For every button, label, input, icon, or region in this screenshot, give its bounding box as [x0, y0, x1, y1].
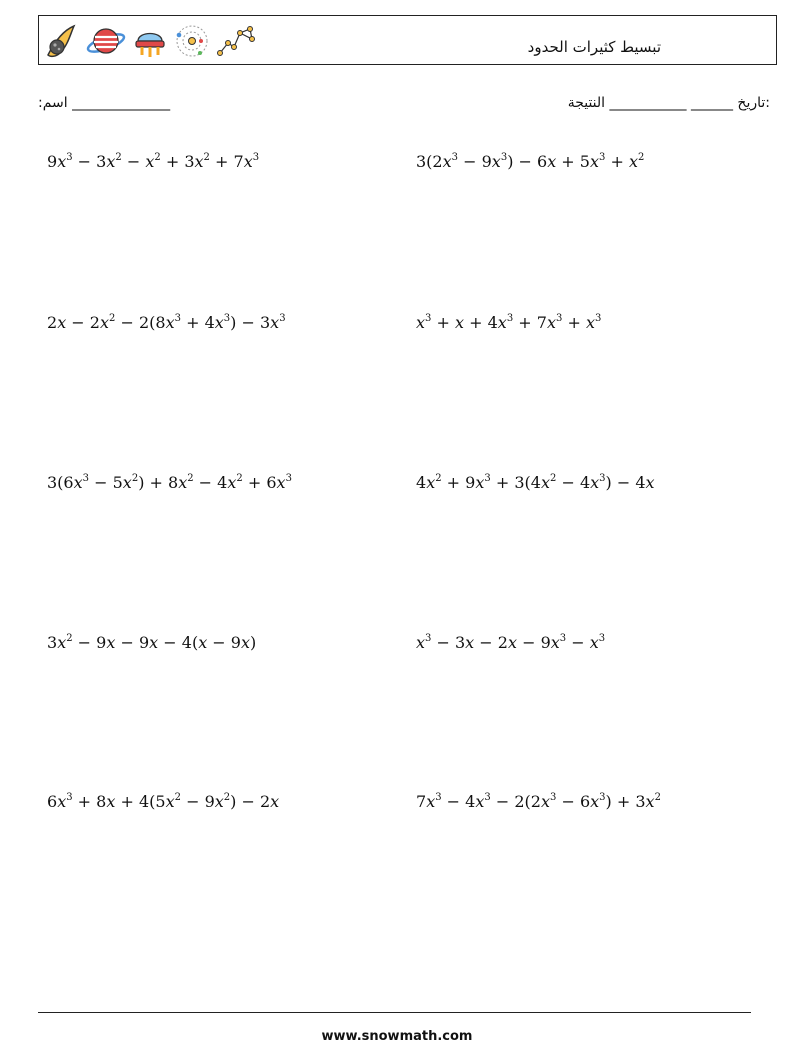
- variable: x: [106, 633, 116, 652]
- variable: x: [57, 633, 67, 652]
- variable: x: [416, 313, 426, 332]
- spaceship-icon: [132, 23, 168, 59]
- variable: x: [497, 313, 507, 332]
- variable: x: [454, 313, 465, 332]
- variable: x: [590, 473, 600, 492]
- footer-divider: [38, 1012, 751, 1013]
- term-text: ) − 3: [230, 313, 271, 332]
- term-text: + 7: [513, 313, 547, 332]
- term-text: ) − 4: [605, 473, 646, 492]
- term-text: − 2(8: [115, 313, 166, 332]
- exponent: 3: [598, 633, 606, 644]
- problem-2: [416, 152, 644, 171]
- variable: x: [547, 152, 557, 171]
- variable: x: [491, 152, 501, 171]
- exponent: 3: [599, 152, 606, 163]
- variable: x: [73, 473, 83, 492]
- variable: x: [589, 633, 599, 652]
- problem-10: [416, 792, 661, 811]
- exponent: 3: [174, 313, 181, 324]
- exponent: 3: [500, 152, 508, 163]
- variable: x: [240, 633, 251, 652]
- variable: x: [243, 152, 253, 171]
- name-blank: ______________: [72, 95, 171, 111]
- term-text: 2: [47, 313, 58, 332]
- exponent: 3: [425, 633, 432, 644]
- problem-8: [416, 633, 605, 652]
- exponent: 2: [638, 152, 645, 163]
- variable: x: [106, 152, 116, 171]
- term-text: −: [566, 633, 590, 652]
- term-text: 9: [47, 152, 58, 171]
- exponent: 2: [109, 313, 116, 324]
- term-text: − 2: [66, 313, 100, 332]
- term-text: + 3(4: [490, 473, 541, 492]
- exponent: 2: [435, 473, 442, 484]
- exponent: 3: [555, 313, 563, 324]
- variable: x: [149, 633, 159, 652]
- variable: x: [270, 313, 280, 332]
- variable: x: [178, 473, 188, 492]
- variable: x: [214, 313, 224, 332]
- term-text: 7: [416, 792, 427, 811]
- variable: x: [589, 152, 600, 171]
- exponent: 3: [435, 792, 442, 803]
- variable: x: [57, 152, 67, 171]
- term-text: − 3: [431, 633, 466, 652]
- term-text: + 6: [242, 473, 277, 492]
- term-text: 3(2: [416, 152, 443, 171]
- exponent: 3: [425, 313, 432, 324]
- term-text: +: [605, 152, 629, 171]
- exponent: 3: [599, 473, 606, 484]
- variable: x: [540, 473, 550, 492]
- exponent: 3: [66, 152, 73, 163]
- constellation-icon: [216, 23, 256, 59]
- term-text: ) + 8: [138, 473, 179, 492]
- term-text: + 9: [441, 473, 476, 492]
- planet-icon: [86, 23, 126, 59]
- exponent: 2: [223, 792, 231, 803]
- exponent: 3: [285, 473, 292, 484]
- exponent: 2: [66, 633, 73, 644]
- variable: x: [122, 473, 132, 492]
- exponent: 3: [559, 633, 567, 644]
- variable: x: [194, 152, 204, 171]
- variable: x: [507, 633, 517, 652]
- term-text: −: [121, 152, 146, 171]
- variable: x: [165, 792, 175, 811]
- exponent: 3: [451, 152, 459, 163]
- worksheet-header: [38, 15, 777, 65]
- variable: x: [198, 633, 208, 652]
- term-text: ): [250, 633, 257, 652]
- term-text: − 9: [180, 792, 215, 811]
- term-text: − 9: [458, 152, 492, 171]
- exponent: 3: [66, 792, 73, 803]
- exponent: 2: [549, 473, 557, 484]
- variable: x: [426, 473, 436, 492]
- score-blank: ___________: [609, 95, 687, 111]
- variable: x: [99, 313, 110, 332]
- term-text: − 4(: [158, 633, 199, 652]
- variable: x: [465, 633, 475, 652]
- variable: x: [475, 473, 485, 492]
- problem-3: [47, 313, 286, 332]
- variable: x: [426, 792, 436, 811]
- term-text: 6: [47, 792, 58, 811]
- exponent: 3: [484, 473, 491, 484]
- exponent: 2: [187, 473, 194, 484]
- term-text: + 7: [209, 152, 244, 171]
- exponent: 2: [203, 152, 210, 163]
- variable: x: [57, 313, 67, 332]
- term-text: ) − 2: [230, 792, 271, 811]
- term-text: + 4: [464, 313, 498, 332]
- exponent: 3: [549, 792, 557, 803]
- variable: x: [628, 152, 638, 171]
- term-text: + 3: [160, 152, 195, 171]
- variable: x: [276, 473, 286, 492]
- variable: x: [442, 152, 452, 171]
- term-text: + 5: [556, 152, 590, 171]
- term-text: − 9: [115, 633, 150, 652]
- name-label: :اسم: [38, 95, 68, 111]
- exponent: 2: [115, 152, 122, 163]
- variable: x: [550, 633, 560, 652]
- variable: x: [585, 313, 595, 332]
- term-text: − 9: [72, 633, 107, 652]
- term-text: − 9: [517, 633, 551, 652]
- footer-url: www.snowmath.com: [321, 1029, 473, 1044]
- exponent: 3: [252, 152, 260, 163]
- term-text: − 4: [556, 473, 591, 492]
- solar-system-icon: [174, 23, 210, 59]
- date-score-field: [568, 95, 770, 111]
- exponent: 2: [131, 473, 139, 484]
- name-field: [38, 95, 170, 111]
- term-text: 3(6: [47, 473, 74, 492]
- term-text: − 6: [556, 792, 591, 811]
- variable: x: [270, 792, 280, 811]
- term-text: 4: [416, 473, 427, 492]
- term-text: − 2: [474, 633, 508, 652]
- variable: x: [645, 473, 655, 492]
- term-text: 3: [47, 633, 58, 652]
- term-text: +: [431, 313, 455, 332]
- variable: x: [57, 792, 67, 811]
- term-text: ) − 6: [507, 152, 548, 171]
- exponent: 2: [154, 152, 161, 163]
- problem-7: [47, 633, 256, 652]
- exponent: 2: [654, 792, 661, 803]
- variable: x: [165, 313, 175, 332]
- term-text: +: [562, 313, 586, 332]
- variable: x: [145, 152, 155, 171]
- term-text: − 4: [441, 792, 476, 811]
- exponent: 3: [279, 313, 286, 324]
- date-blank: ______: [690, 95, 733, 111]
- exponent: 3: [82, 473, 90, 484]
- variable: x: [546, 313, 556, 332]
- variable: x: [227, 473, 237, 492]
- worksheet-title: تبسيط كثيرات الحدود: [527, 38, 661, 56]
- exponent: 3: [599, 792, 606, 803]
- exponent: 3: [594, 313, 602, 324]
- term-text: + 4(5: [115, 792, 166, 811]
- variable: x: [590, 792, 600, 811]
- term-text: − 5: [89, 473, 123, 492]
- variable: x: [416, 633, 426, 652]
- problem-1: [47, 152, 259, 171]
- variable: x: [540, 792, 550, 811]
- comet-icon: [44, 23, 80, 59]
- exponent: 2: [174, 792, 181, 803]
- term-text: − 3: [72, 152, 107, 171]
- exponent: 3: [506, 313, 514, 324]
- term-text: ) + 3: [605, 792, 646, 811]
- icon-strip: [44, 20, 256, 62]
- problem-9: [47, 792, 279, 811]
- problem-4: [416, 313, 601, 332]
- problem-6: [416, 473, 655, 492]
- term-text: + 4: [180, 313, 215, 332]
- problem-5: [47, 473, 292, 492]
- exponent: 3: [484, 792, 491, 803]
- variable: x: [106, 792, 116, 811]
- exponent: 2: [236, 473, 243, 484]
- term-text: − 2(2: [490, 792, 541, 811]
- date-label: :تاريخ: [737, 95, 770, 111]
- term-text: − 9: [207, 633, 241, 652]
- variable: x: [214, 792, 224, 811]
- variable: x: [475, 792, 485, 811]
- exponent: 3: [223, 313, 231, 324]
- term-text: − 4: [193, 473, 228, 492]
- variable: x: [645, 792, 655, 811]
- score-label: النتيجة: [567, 95, 606, 111]
- term-text: + 8: [72, 792, 107, 811]
